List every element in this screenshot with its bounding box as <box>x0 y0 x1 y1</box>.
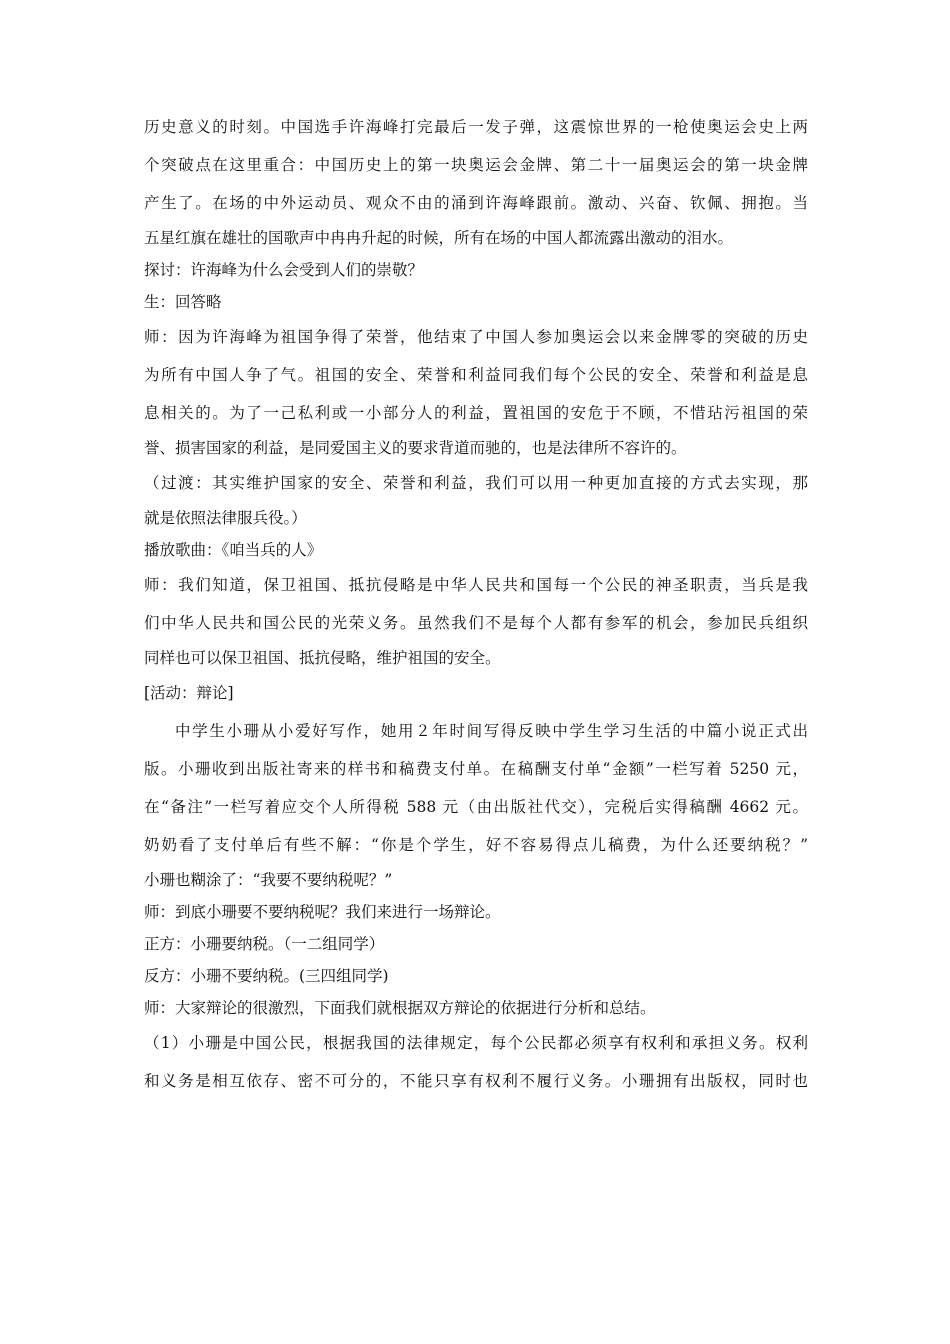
text-line: 中学生小珊从小爱好写作，她用２年时间写得反映中学生学习生活的中篇小说正式出 <box>175 722 808 740</box>
text-line: 播放歌曲：《咱当兵的人》 <box>144 541 323 559</box>
paragraph-teacher-explanation <box>144 318 808 464</box>
text-line: （过渡：其实维护国家的安全、荣誉和利益，我们可以用一种更加直接的方式去实现，那 <box>144 474 808 492</box>
text-line: 师：到底小珊要不要纳税呢？我们来进行一场辩论。 <box>144 903 501 921</box>
text-line: 正方：小珊要纳税。（一二组同学） <box>144 935 385 953</box>
paragraph-student-answer <box>144 286 808 318</box>
document-body <box>144 108 808 1100</box>
paragraph-play-song <box>144 534 808 566</box>
text-line: （1）小珊是中国公民，根据我国的法律规定，每个公民都必须享有权利和承担义务。权利 <box>144 1034 808 1052</box>
paragraph-discussion-question <box>144 254 808 286</box>
text-line: 息相关的。为了一己私利或一小部分人的利益，置祖国的安危于不顾，不惜玷污祖国的荣 <box>144 404 808 422</box>
text-line: 生：回答略 <box>144 293 222 311</box>
text-line: 在“备注”一栏写着应交个人所得税 588 元（由出版社代交），完税后实得稿酬 4662 元。 <box>144 798 808 816</box>
text-line: 就是依照法律服兵役。） <box>144 509 307 527</box>
text-line: 誉、损害国家的利益，是同爱国主义的要求背道而驰的，也是法律所不容许的。 <box>144 439 687 457</box>
text-line: 产生了。在场的中外运动员、观众不由的涌到许海峰跟前。激动、兴奋、钦佩、拥抱。当 <box>144 194 808 212</box>
paragraph-military-service <box>144 566 808 674</box>
text-line: 为所有中国人争了气。祖国的安全、荣誉和利益同我们每个公民的安全、荣誉和利益是息 <box>144 366 808 384</box>
paragraph-analysis-point-1 <box>144 1024 808 1100</box>
text-line: 历史意义的时刻。中国选手许海峰打完最后一发子弹，这震惊世界的一枪使奥运会史上两 <box>144 118 808 136</box>
text-line: 同样也可以保卫祖国、抵抗侵略，维护祖国的安全。 <box>144 649 501 667</box>
text-line: [活动：辩论] <box>144 684 234 702</box>
text-line: 师：因为许海峰为祖国争得了荣誉，他结束了中国人参加奥运会以来金牌零的突破的历史 <box>144 328 808 346</box>
text-line: 版。小珊收到出版社寄来的样书和稿费支付单。在稿酬支付单“金额”一栏写着 5250 元， <box>144 760 808 778</box>
paragraph-olympic-gold <box>144 108 808 254</box>
text-line: 们中华人民共和国公民的光荣义务。虽然我们不是每个人都有参军的机会，参加民兵组织 <box>144 614 808 632</box>
paragraph-case-story <box>144 712 808 896</box>
paragraph-affirmative-side <box>144 928 808 960</box>
text-line: 反方：小珊不要纳税。(三四组同学) <box>144 967 389 985</box>
paragraph-activity-heading <box>144 674 808 712</box>
paragraph-debate-intro <box>144 896 808 928</box>
text-line: 个突破点在这里重合：中国历史上的第一块奥运会金牌、第二十一届奥运会的第一块金牌 <box>144 156 808 174</box>
paragraph-debate-summary <box>144 992 808 1024</box>
text-line: 师：大家辩论的很激烈，下面我们就根据双方辩论的依据进行分析和总结。 <box>144 999 656 1017</box>
text-line: 奶奶看了支付单后有些不解：“你是个学生，好不容易得点儿稿费，为什么还要纳税？” <box>144 836 808 854</box>
paragraph-negative-side <box>144 960 808 992</box>
text-line: 师：我们知道，保卫祖国、抵抗侵略是中华人民共和国每一个公民的神圣职责，当兵是我 <box>144 576 808 594</box>
text-line: 和义务是相互依存、密不可分的，不能只享有权利不履行义务。小珊拥有出版权，同时也 <box>144 1072 808 1090</box>
text-line: 五星红旗在雄壮的国歌声中冉冉升起的时候，所有在场的中国人都流露出激动的泪水。 <box>144 229 734 247</box>
text-line: 小珊也糊涂了：“我要不要纳税呢？” <box>144 871 393 889</box>
paragraph-transition <box>144 464 808 534</box>
text-line: 探讨：许海峰为什么会受到人们的崇敬？ <box>144 261 424 279</box>
